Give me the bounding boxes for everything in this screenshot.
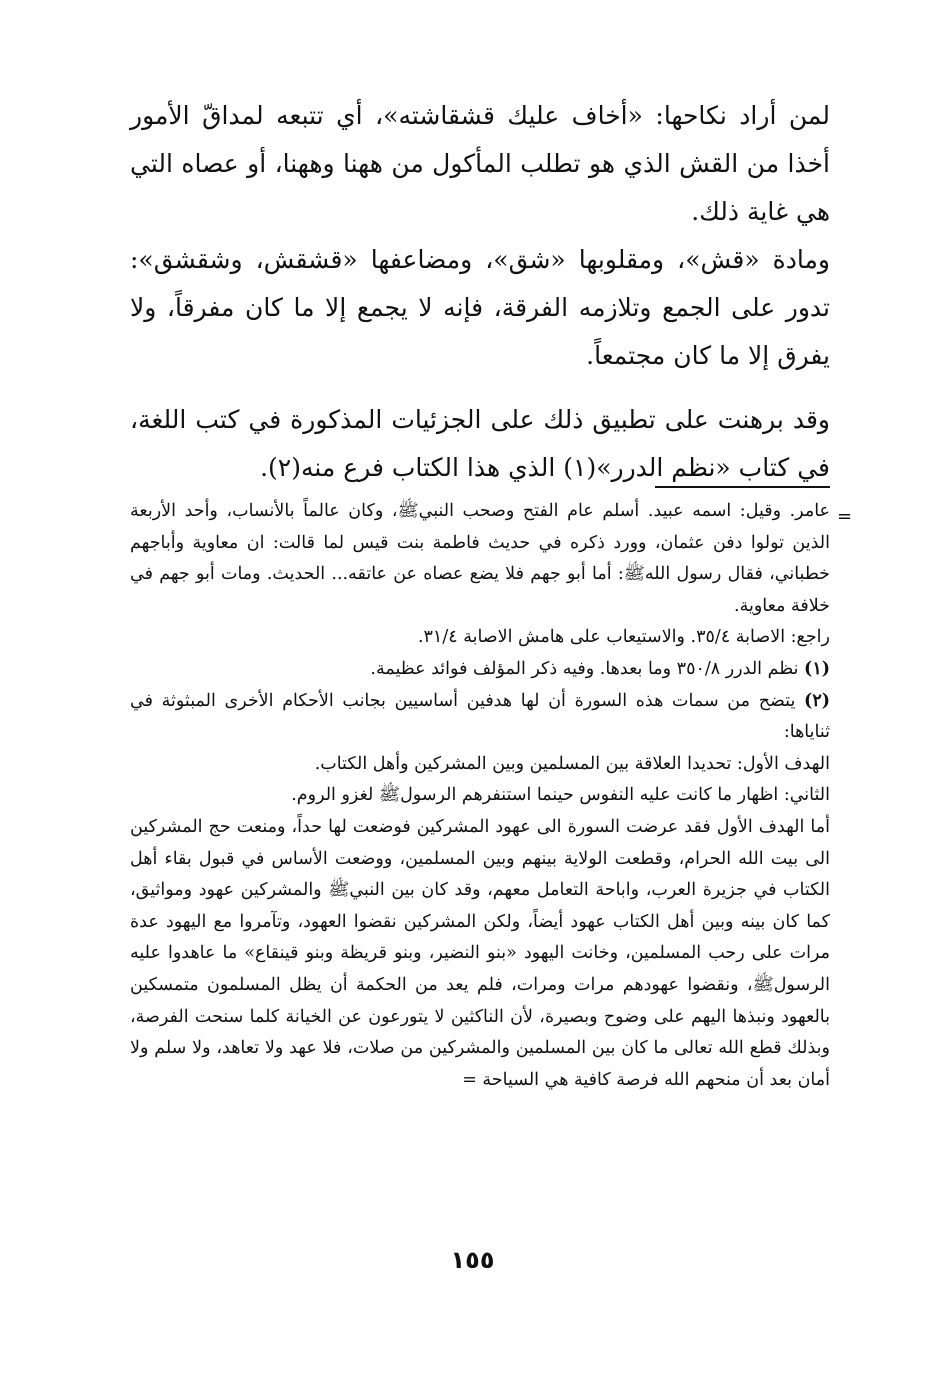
paragraph-2: ومادة «قش»، ومقلوبها «شق»، ومضاعفها «قشقش، وشقشق»: تدور على الجمع وتلازمه الفرقة، فإنه لا يجمع إلا ما كان مفرقاً، ولا يفرق إلا ما كان مجتمعاً.	[130, 245, 830, 370]
footnote-continuation: عامر. وقيل: اسمه عبيد. أسلم عام الفتح وصحب النبيﷺ، وكان عالماً بالأنساب، وأحد الأربعة الذين تولوا دفن عثمان، وورد ذكره في حديث فاطمة بنت قيس لما قالت: ان معاوية وأباجهم خطباني، فقال رسول اللهﷺ: أما أبو جهم فلا يضع عصاه عن عاتقه... الحديث. ومات أبو جهم في خلافة معاوية.	[130, 501, 830, 616]
footnote-separator	[655, 486, 830, 488]
footnote-2-body: أما الهدف الأول فقد عرضت السورة الى عهود المشركين فوضعت لها حداً، ومنعت حج المشركين الى بيت الله الحرام، وقطعت الولاية بينهم وبين المسلمين، ووضعت الأساس في قبول بقاء أهل الكتاب في جزيرة العرب، واباحة التعامل معهم، وقد كان بين النبيﷺ والمشركين عهود ومواثيق، كما كان بينه وبين أهل الكتاب عهود أيضاً، ولكن المشركين نقضوا العهود، وتآمروا مع اليهود عدة مرات على رحب المسلمين، وخانت اليهود «بنو النضير، وبنو قريظة وبنو قينقاع» ما عاهدوا عليه الرسولﷺ، ونقضوا عهودهم مرات ومرات، فلم يعد من الحكمة أن يظل المسلمون متمسكين بالعهود ونبذها اليهم على وضوح وبصيرة، لأن الناكثين لا يتورعون عن الخيانة كلما سنحت الفرصة، وبذلك قطع الله تعالى ما كان بين المسلمين والمشركين من صلات، فلا عهد ولا تعاهد، ولا سلم ولا أمان بعد أن منحهم الله فرصة كافية هي السياحة =	[130, 816, 830, 1090]
footnote-2-text: يتضح من سمات هذه السورة أن لها هدفين أساسيين بجانب الأحكام الأخرى المبثوثة في ثناياها:	[130, 690, 830, 743]
footnotes	[130, 496, 830, 1096]
main-text	[130, 92, 830, 492]
footnote-2-number: (٢)	[804, 690, 830, 711]
footnote-2-goal-2: الثاني: اظهار ما كانت عليه النفوس حينما استنفرهم الرسولﷺ لغزو الروم.	[291, 785, 830, 806]
paragraph-1: لمن أراد نكاحها: «أخاف عليك قشقاشته»، أي تتبعه لمداقّ الأمور أخذا من القش الذي هو تطلب المأكول من ههنا وههنا، أو عصاه التي هي غاية ذلك.	[130, 101, 830, 226]
footnote-continuation-reference: راجع: الاصابة ٣٥/٤. والاستيعاب على هامش الاصابة ٣١/٤.	[417, 627, 830, 648]
page-number: ١٥٥	[450, 1246, 495, 1274]
paragraph-3: وقد برهنت على تطبيق ذلك على الجزئيات المذكورة في كتب اللغة، في كتاب «نظم الدرر»(١) الذي هذا الكتاب فرع منه(٢).	[130, 405, 830, 482]
footnote-1-number: (١)	[804, 658, 830, 679]
footnote-2	[130, 686, 830, 749]
footnote-1-text: نظم الدرر ٣٥٠/٨ وما بعدها. وفيه ذكر المؤلف فوائد عظيمة.	[370, 658, 799, 679]
continuation-mark: =	[837, 506, 853, 527]
footnote-1	[130, 654, 830, 686]
footnote-2-goal-1: الهدف الأول: تحديدا العلاقة بين المسلمين وبين المشركين وأهل الكتاب.	[314, 753, 830, 774]
